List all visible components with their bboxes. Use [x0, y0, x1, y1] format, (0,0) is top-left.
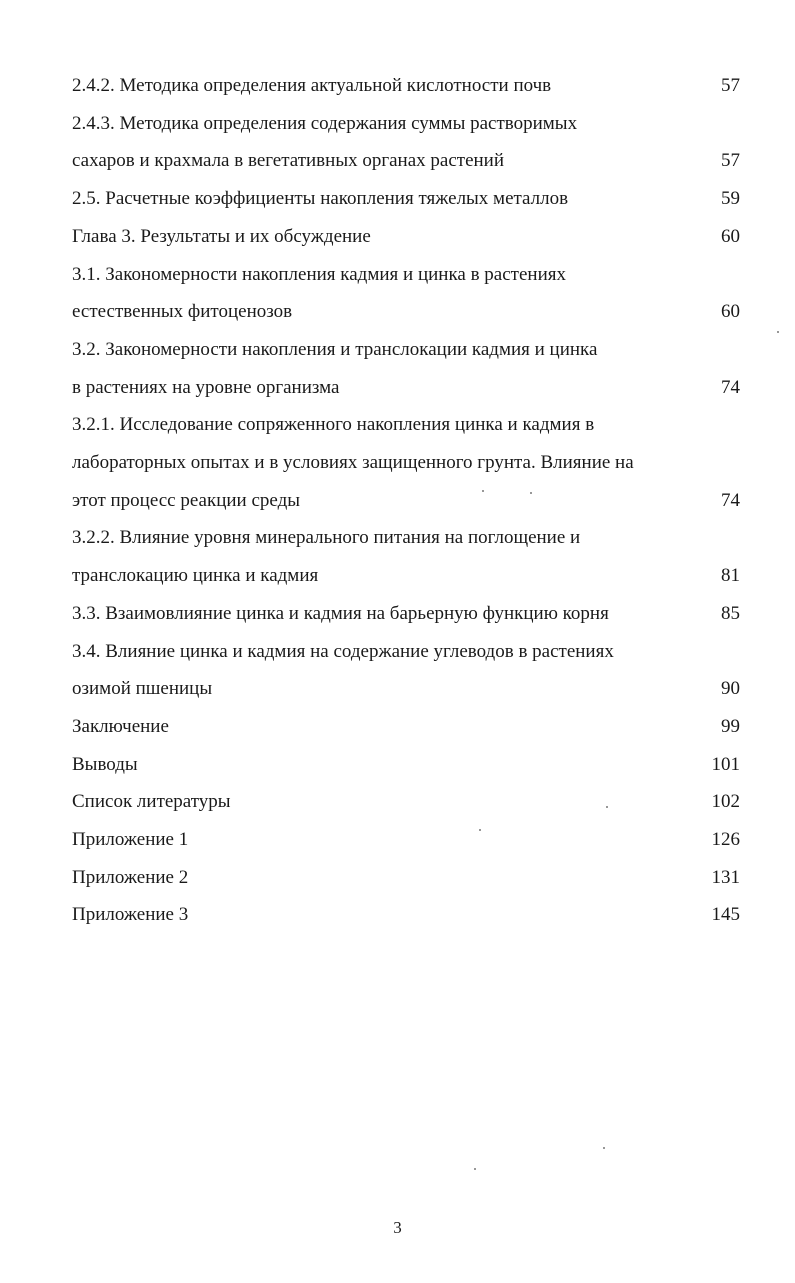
toc-entry-title-line: Приложение 2 — [72, 866, 189, 888]
toc-entry-page: 99 — [721, 715, 740, 737]
toc-entry — [72, 105, 742, 180]
toc-entry — [72, 633, 742, 708]
scan-speck — [777, 331, 779, 333]
toc-entry — [72, 331, 742, 406]
toc-entry — [72, 896, 742, 934]
toc-entry — [72, 859, 742, 897]
scan-speck — [479, 829, 481, 831]
toc-entry-title-line: 2.4.3. Методика определения содержания суммы растворимых — [72, 112, 578, 134]
toc-entry — [72, 595, 742, 633]
toc-entry-page: 74 — [721, 489, 740, 511]
toc-entry-page: 126 — [711, 829, 740, 851]
toc-entry — [72, 708, 742, 746]
toc-entry-page: 59 — [721, 188, 740, 210]
scan-speck — [474, 1168, 476, 1170]
toc-entry-title-line: Список литературы — [72, 791, 231, 813]
toc-entry-title-line: транслокацию цинка и кадмия — [72, 565, 319, 587]
toc-entry-title-line: сахаров и крахмала в вегетативных органах растений — [72, 150, 505, 172]
toc-entry — [72, 746, 742, 784]
toc-entry-page: 57 — [721, 75, 740, 96]
toc-entry-title-line: лабораторных опытах и в условиях защищенного грунта. Влияние на — [72, 452, 634, 474]
toc-entry-title-line: 3.2.1. Исследование сопряженного накопления цинка и кадмия в — [72, 414, 595, 436]
toc-entry-page: 81 — [721, 565, 740, 587]
toc-entry — [72, 821, 742, 859]
toc-entry-title-line: Глава 3. Результаты и их обсуждение — [72, 225, 371, 247]
toc-entry-title-line: Приложение 3 — [72, 904, 189, 926]
toc-entry-title-line: 3.2. Закономерности накопления и транслокации кадмия и цинка — [72, 338, 598, 360]
scan-speck — [606, 806, 608, 808]
scan-speck — [530, 492, 532, 494]
toc-entry — [72, 256, 742, 331]
toc-entry-page: 131 — [711, 866, 740, 888]
toc-entry-title-line: Приложение 1 — [72, 829, 189, 851]
toc-entry-page: 145 — [711, 904, 740, 926]
toc-entry-title-line: 3.2.2. Влияние уровня минерального питания на поглощение и — [72, 527, 581, 549]
toc-entry-page: 101 — [711, 753, 740, 775]
toc-entry-title-line: Выводы — [72, 753, 138, 775]
toc-entry-title-line: 2.5. Расчетные коэффициенты накопления тяжелых металлов — [72, 188, 569, 210]
table-of-contents — [72, 67, 742, 934]
toc-entry-title-line: Заключение — [72, 715, 169, 737]
toc-entry — [72, 180, 742, 218]
toc-entry-page: 90 — [721, 678, 740, 700]
toc-entry-page: 74 — [721, 376, 740, 398]
scan-speck — [603, 1147, 605, 1149]
toc-entry-title-line: 3.3. Взаимовлияние цинка и кадмия на барьерную функцию корня — [72, 602, 609, 624]
toc-entry-page: 57 — [721, 150, 740, 172]
toc-entry — [72, 218, 742, 256]
toc-entry-title-line: в растениях на уровне организма — [72, 376, 340, 398]
toc-entry-title-line: 3.4. Влияние цинка и кадмия на содержание углеводов в растениях — [72, 640, 614, 662]
toc-entry — [72, 783, 742, 821]
toc-entry-title-line: 3.1. Закономерности накопления кадмия и цинка в растениях — [72, 263, 566, 285]
toc-entry-page: 102 — [711, 791, 740, 813]
toc-entry — [72, 519, 742, 594]
toc-entry-title-line: естественных фитоценозов — [72, 301, 293, 323]
toc-entry-page: 60 — [721, 225, 740, 247]
toc-entry-page: 60 — [721, 301, 740, 323]
page-number: 3 — [393, 1218, 402, 1237]
toc-entry — [72, 67, 742, 105]
toc-entry-page: 85 — [721, 602, 740, 624]
toc-entry-title-line: этот процесс реакции среды — [72, 489, 300, 511]
toc-entry-title-line: 2.4.2. Методика определения актуальной кислотности почв — [72, 75, 552, 96]
scan-speck — [482, 490, 484, 492]
toc-entry — [72, 406, 742, 519]
toc-entry-title-line: озимой пшеницы — [72, 678, 213, 700]
